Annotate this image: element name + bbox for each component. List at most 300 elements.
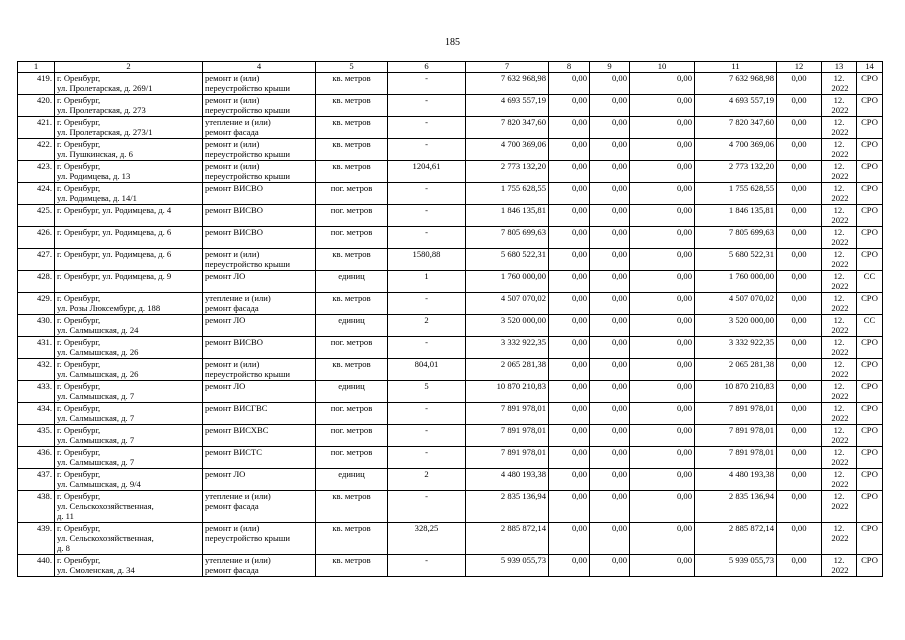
unit-cell: пог. метров: [316, 205, 388, 227]
owner-funds-cell: 2 065 281,38: [695, 359, 777, 381]
federal-funds-cell: 0,00: [549, 293, 590, 315]
completion-month: 12.: [833, 95, 845, 105]
table-row: [18, 183, 883, 205]
column-number-row: [18, 62, 883, 73]
funding-source-cell: СРО: [857, 205, 883, 227]
local-funds-cell: 0,00: [630, 73, 695, 95]
work-type-cell: утепление и (или) ремонт фасада: [203, 555, 316, 577]
work-type-cell: ремонт и (или) переустройство крыши: [203, 139, 316, 161]
row-number-cell: 433.: [18, 381, 55, 403]
owner-funds-cell: 3 520 000,00: [695, 315, 777, 337]
completion-month: 12.: [833, 227, 845, 237]
address-cell: г. Оренбург, ул. Розы Люксембург, д. 188: [55, 293, 203, 315]
regional-funds-cell: 0,00: [590, 523, 630, 555]
completion-date-cell: [822, 555, 857, 577]
completion-year: 2022: [831, 479, 849, 489]
funding-source-cell: СРО: [857, 523, 883, 555]
column-number-header: 1: [18, 62, 55, 73]
table-row: [18, 491, 883, 523]
completion-month: 12.: [833, 491, 845, 501]
completion-month: 12.: [833, 337, 845, 347]
owner-funds-cell: 7 805 699,63: [695, 227, 777, 249]
row-number-cell: 429.: [18, 293, 55, 315]
table-row: [18, 315, 883, 337]
funding-source-cell: СРО: [857, 555, 883, 577]
owner-funds-cell: 7 891 978,01: [695, 425, 777, 447]
completion-year: 2022: [831, 215, 849, 225]
unit-cell: кв. метров: [316, 359, 388, 381]
row-number-cell: 437.: [18, 469, 55, 491]
funding-source-cell: СРО: [857, 227, 883, 249]
table-row: [18, 117, 883, 139]
table-body: [18, 73, 883, 577]
work-type-cell: ремонт ВИСТС: [203, 447, 316, 469]
work-type-cell: утепление и (или) ремонт фасада: [203, 293, 316, 315]
other-funds-cell: 0,00: [777, 315, 822, 337]
row-number-cell: 419.: [18, 73, 55, 95]
work-type-cell: ремонт ВИСВО: [203, 205, 316, 227]
owner-funds-cell: 5 939 055,73: [695, 555, 777, 577]
table-row: [18, 73, 883, 95]
regional-funds-cell: 0,00: [590, 469, 630, 491]
table-row: [18, 139, 883, 161]
federal-funds-cell: 0,00: [549, 271, 590, 293]
completion-month: 12.: [833, 359, 845, 369]
table-row: [18, 447, 883, 469]
row-number-cell: 431.: [18, 337, 55, 359]
completion-month: 12.: [833, 183, 845, 193]
completion-year: 2022: [831, 303, 849, 313]
owner-funds-cell: 4 693 557,19: [695, 95, 777, 117]
column-number-header: 4: [203, 62, 316, 73]
regional-funds-cell: 0,00: [590, 293, 630, 315]
owner-funds-cell: 2 835 136,94: [695, 491, 777, 523]
other-funds-cell: 0,00: [777, 403, 822, 425]
total-cost-cell: 1 755 628,55: [466, 183, 549, 205]
completion-month: 12.: [833, 555, 845, 565]
address-cell: г. Оренбург, ул. Родимцева, д. 6: [55, 249, 203, 271]
owner-funds-cell: 2 773 132,20: [695, 161, 777, 183]
column-number-header: 6: [388, 62, 466, 73]
address-cell: г. Оренбург, ул. Пушкинская, д. 6: [55, 139, 203, 161]
federal-funds-cell: 0,00: [549, 337, 590, 359]
work-type-cell: ремонт и (или) переустройство крыши: [203, 359, 316, 381]
quantity-cell: 2: [388, 469, 466, 491]
total-cost-cell: 2 773 132,20: [466, 161, 549, 183]
quantity-cell: -: [388, 205, 466, 227]
column-number-header: 13: [822, 62, 857, 73]
total-cost-cell: 2 885 872,14: [466, 523, 549, 555]
work-type-cell: ремонт и (или) переустройство крыши: [203, 523, 316, 555]
completion-year: 2022: [831, 501, 849, 511]
page-number: 185: [445, 37, 460, 48]
total-cost-cell: 5 680 522,31: [466, 249, 549, 271]
funding-source-cell: СРО: [857, 161, 883, 183]
total-cost-cell: 2 835 136,94: [466, 491, 549, 523]
quantity-cell: -: [388, 183, 466, 205]
row-number-cell: 428.: [18, 271, 55, 293]
completion-month: 12.: [833, 117, 845, 127]
completion-date-cell: [822, 315, 857, 337]
total-cost-cell: 1 760 000,00: [466, 271, 549, 293]
completion-year: 2022: [831, 127, 849, 137]
funding-source-cell: СРО: [857, 447, 883, 469]
work-type-cell: утепление и (или) ремонт фасада: [203, 117, 316, 139]
address-cell: г. Оренбург, ул. Сельскохозяйственная, д. 11: [55, 491, 203, 523]
completion-month: 12.: [833, 161, 845, 171]
federal-funds-cell: 0,00: [549, 381, 590, 403]
other-funds-cell: 0,00: [777, 117, 822, 139]
completion-date-cell: [822, 249, 857, 271]
completion-year: 2022: [831, 259, 849, 269]
completion-month: 12.: [833, 249, 845, 259]
local-funds-cell: 0,00: [630, 523, 695, 555]
regional-funds-cell: 0,00: [590, 337, 630, 359]
unit-cell: единиц: [316, 271, 388, 293]
completion-year: 2022: [831, 105, 849, 115]
other-funds-cell: 0,00: [777, 95, 822, 117]
completion-date-cell: [822, 95, 857, 117]
quantity-cell: -: [388, 555, 466, 577]
local-funds-cell: 0,00: [630, 293, 695, 315]
unit-cell: кв. метров: [316, 523, 388, 555]
address-cell: г. Оренбург, ул. Салмышская, д. 26: [55, 337, 203, 359]
completion-date-cell: [822, 73, 857, 95]
owner-funds-cell: 5 680 522,31: [695, 249, 777, 271]
owner-funds-cell: 7 891 978,01: [695, 403, 777, 425]
local-funds-cell: 0,00: [630, 227, 695, 249]
federal-funds-cell: 0,00: [549, 227, 590, 249]
total-cost-cell: 7 891 978,01: [466, 403, 549, 425]
row-number-cell: 427.: [18, 249, 55, 271]
regional-funds-cell: 0,00: [590, 139, 630, 161]
federal-funds-cell: 0,00: [549, 403, 590, 425]
column-number-header: 2: [55, 62, 203, 73]
column-number-header: 9: [590, 62, 630, 73]
quantity-cell: -: [388, 117, 466, 139]
federal-funds-cell: 0,00: [549, 555, 590, 577]
local-funds-cell: 0,00: [630, 271, 695, 293]
work-type-cell: ремонт ВИСВО: [203, 337, 316, 359]
regional-funds-cell: 0,00: [590, 491, 630, 523]
local-funds-cell: 0,00: [630, 555, 695, 577]
funding-source-cell: СС: [857, 315, 883, 337]
local-funds-cell: 0,00: [630, 491, 695, 523]
federal-funds-cell: 0,00: [549, 447, 590, 469]
completion-date-cell: [822, 161, 857, 183]
local-funds-cell: 0,00: [630, 95, 695, 117]
work-type-cell: ремонт и (или) переустройство крыши: [203, 95, 316, 117]
table-row: [18, 95, 883, 117]
federal-funds-cell: 0,00: [549, 117, 590, 139]
federal-funds-cell: 0,00: [549, 183, 590, 205]
row-number-cell: 422.: [18, 139, 55, 161]
funding-source-cell: СРО: [857, 249, 883, 271]
local-funds-cell: 0,00: [630, 183, 695, 205]
other-funds-cell: 0,00: [777, 425, 822, 447]
work-type-cell: ремонт ВИСВО: [203, 227, 316, 249]
column-number-header: 12: [777, 62, 822, 73]
unit-cell: пог. метров: [316, 227, 388, 249]
funding-source-cell: СРО: [857, 491, 883, 523]
local-funds-cell: 0,00: [630, 161, 695, 183]
address-cell: г. Оренбург, ул. Салмышская, д. 7: [55, 425, 203, 447]
funding-source-cell: СРО: [857, 183, 883, 205]
completion-year: 2022: [831, 347, 849, 357]
federal-funds-cell: 0,00: [549, 425, 590, 447]
address-cell: г. Оренбург, ул. Салмышская, д. 24: [55, 315, 203, 337]
work-type-cell: ремонт ВИСГВС: [203, 403, 316, 425]
owner-funds-cell: 7 820 347,60: [695, 117, 777, 139]
completion-year: 2022: [831, 435, 849, 445]
row-number-cell: 432.: [18, 359, 55, 381]
completion-month: 12.: [833, 139, 845, 149]
federal-funds-cell: 0,00: [549, 315, 590, 337]
work-type-cell: ремонт и (или) переустройство крыши: [203, 249, 316, 271]
other-funds-cell: 0,00: [777, 469, 822, 491]
other-funds-cell: 0,00: [777, 491, 822, 523]
federal-funds-cell: 0,00: [549, 205, 590, 227]
completion-year: 2022: [831, 171, 849, 181]
other-funds-cell: 0,00: [777, 271, 822, 293]
completion-year: 2022: [831, 565, 849, 575]
quantity-cell: -: [388, 403, 466, 425]
quantity-cell: -: [388, 293, 466, 315]
completion-year: 2022: [831, 281, 849, 291]
row-number-cell: 430.: [18, 315, 55, 337]
address-cell: г. Оренбург, ул. Родимцева, д. 6: [55, 227, 203, 249]
owner-funds-cell: 7 891 978,01: [695, 447, 777, 469]
other-funds-cell: 0,00: [777, 183, 822, 205]
work-type-cell: ремонт и (или) переустройство крыши: [203, 161, 316, 183]
completion-date-cell: [822, 183, 857, 205]
other-funds-cell: 0,00: [777, 381, 822, 403]
quantity-cell: -: [388, 447, 466, 469]
completion-date-cell: [822, 139, 857, 161]
completion-date-cell: [822, 469, 857, 491]
other-funds-cell: 0,00: [777, 205, 822, 227]
completion-date-cell: [822, 227, 857, 249]
total-cost-cell: 4 507 070,02: [466, 293, 549, 315]
unit-cell: кв. метров: [316, 117, 388, 139]
quantity-cell: 1: [388, 271, 466, 293]
address-cell: г. Оренбург, ул. Салмышская, д. 9/4: [55, 469, 203, 491]
regional-funds-cell: 0,00: [590, 117, 630, 139]
regional-funds-cell: 0,00: [590, 359, 630, 381]
completion-month: 12.: [833, 73, 845, 83]
funding-source-cell: СРО: [857, 95, 883, 117]
table-row: [18, 271, 883, 293]
completion-date-cell: [822, 205, 857, 227]
quantity-cell: -: [388, 139, 466, 161]
completion-year: 2022: [831, 83, 849, 93]
funding-source-cell: СРО: [857, 403, 883, 425]
column-number-header: 5: [316, 62, 388, 73]
completion-year: 2022: [831, 369, 849, 379]
owner-funds-cell: 4 700 369,06: [695, 139, 777, 161]
work-type-cell: ремонт ЛО: [203, 469, 316, 491]
regional-funds-cell: 0,00: [590, 381, 630, 403]
address-cell: г. Оренбург, ул. Родимцева, д. 14/1: [55, 183, 203, 205]
address-cell: г. Оренбург, ул. Пролетарская, д. 273/1: [55, 117, 203, 139]
completion-date-cell: [822, 381, 857, 403]
address-cell: г. Оренбург, ул. Салмышская, д. 7: [55, 447, 203, 469]
column-number-header: 10: [630, 62, 695, 73]
other-funds-cell: 0,00: [777, 249, 822, 271]
row-number-cell: 424.: [18, 183, 55, 205]
work-type-cell: ремонт ВИСХВС: [203, 425, 316, 447]
owner-funds-cell: 3 332 922,35: [695, 337, 777, 359]
completion-year: 2022: [831, 325, 849, 335]
completion-month: 12.: [833, 315, 845, 325]
regional-funds-cell: 0,00: [590, 205, 630, 227]
completion-year: 2022: [831, 237, 849, 247]
unit-cell: единиц: [316, 381, 388, 403]
completion-date-cell: [822, 447, 857, 469]
owner-funds-cell: 1 760 000,00: [695, 271, 777, 293]
table-row: [18, 161, 883, 183]
work-type-cell: ремонт ВИСВО: [203, 183, 316, 205]
local-funds-cell: 0,00: [630, 117, 695, 139]
local-funds-cell: 0,00: [630, 249, 695, 271]
unit-cell: единиц: [316, 315, 388, 337]
total-cost-cell: 10 870 210,83: [466, 381, 549, 403]
quantity-cell: 5: [388, 381, 466, 403]
work-type-cell: ремонт ЛО: [203, 381, 316, 403]
local-funds-cell: 0,00: [630, 403, 695, 425]
owner-funds-cell: 1 846 135,81: [695, 205, 777, 227]
regional-funds-cell: 0,00: [590, 403, 630, 425]
regional-funds-cell: 0,00: [590, 555, 630, 577]
local-funds-cell: 0,00: [630, 447, 695, 469]
address-cell: г. Оренбург, ул. Салмышская, д. 7: [55, 381, 203, 403]
table-row: [18, 205, 883, 227]
table-row: [18, 425, 883, 447]
funding-source-cell: СРО: [857, 139, 883, 161]
repair-program-table: [17, 61, 883, 577]
work-type-cell: ремонт ЛО: [203, 315, 316, 337]
quantity-cell: 1580,88: [388, 249, 466, 271]
completion-month: 12.: [833, 425, 845, 435]
total-cost-cell: 1 846 135,81: [466, 205, 549, 227]
completion-date-cell: [822, 425, 857, 447]
address-cell: г. Оренбург, ул. Родимцева, д. 4: [55, 205, 203, 227]
regional-funds-cell: 0,00: [590, 95, 630, 117]
total-cost-cell: 4 480 193,38: [466, 469, 549, 491]
unit-cell: кв. метров: [316, 491, 388, 523]
row-number-cell: 436.: [18, 447, 55, 469]
federal-funds-cell: 0,00: [549, 491, 590, 523]
row-number-cell: 425.: [18, 205, 55, 227]
federal-funds-cell: 0,00: [549, 523, 590, 555]
completion-year: 2022: [831, 457, 849, 467]
quantity-cell: 2: [388, 315, 466, 337]
quantity-cell: -: [388, 337, 466, 359]
unit-cell: пог. метров: [316, 425, 388, 447]
completion-date-cell: [822, 293, 857, 315]
table-row: [18, 555, 883, 577]
federal-funds-cell: 0,00: [549, 95, 590, 117]
unit-cell: пог. метров: [316, 403, 388, 425]
address-cell: г. Оренбург, ул. Родимцева, д. 9: [55, 271, 203, 293]
row-number-cell: 438.: [18, 491, 55, 523]
unit-cell: пог. метров: [316, 337, 388, 359]
other-funds-cell: 0,00: [777, 73, 822, 95]
unit-cell: кв. метров: [316, 293, 388, 315]
quantity-cell: 1204,61: [388, 161, 466, 183]
other-funds-cell: 0,00: [777, 139, 822, 161]
regional-funds-cell: 0,00: [590, 73, 630, 95]
total-cost-cell: 3 520 000,00: [466, 315, 549, 337]
unit-cell: кв. метров: [316, 139, 388, 161]
table-row: [18, 293, 883, 315]
column-number-header: 8: [549, 62, 590, 73]
total-cost-cell: 7 891 978,01: [466, 447, 549, 469]
funding-source-cell: СС: [857, 271, 883, 293]
quantity-cell: -: [388, 425, 466, 447]
address-cell: г. Оренбург, ул. Салмышская, д. 7: [55, 403, 203, 425]
table-row: [18, 403, 883, 425]
row-number-cell: 420.: [18, 95, 55, 117]
total-cost-cell: 5 939 055,73: [466, 555, 549, 577]
owner-funds-cell: 2 885 872,14: [695, 523, 777, 555]
local-funds-cell: 0,00: [630, 315, 695, 337]
quantity-cell: -: [388, 227, 466, 249]
other-funds-cell: 0,00: [777, 293, 822, 315]
completion-date-cell: [822, 403, 857, 425]
completion-month: 12.: [833, 293, 845, 303]
table-row: [18, 359, 883, 381]
unit-cell: кв. метров: [316, 249, 388, 271]
row-number-cell: 440.: [18, 555, 55, 577]
completion-year: 2022: [831, 193, 849, 203]
local-funds-cell: 0,00: [630, 359, 695, 381]
row-number-cell: 435.: [18, 425, 55, 447]
unit-cell: кв. метров: [316, 555, 388, 577]
completion-date-cell: [822, 491, 857, 523]
owner-funds-cell: 1 755 628,55: [695, 183, 777, 205]
federal-funds-cell: 0,00: [549, 249, 590, 271]
federal-funds-cell: 0,00: [549, 161, 590, 183]
table-row: [18, 381, 883, 403]
local-funds-cell: 0,00: [630, 205, 695, 227]
regional-funds-cell: 0,00: [590, 249, 630, 271]
address-cell: г. Оренбург, ул. Сельскохозяйственная, д. 8: [55, 523, 203, 555]
other-funds-cell: 0,00: [777, 359, 822, 381]
address-cell: г. Оренбург, ул. Смоленская, д. 34: [55, 555, 203, 577]
completion-month: 12.: [833, 447, 845, 457]
work-type-cell: утепление и (или) ремонт фасада: [203, 491, 316, 523]
address-cell: г. Оренбург, ул. Пролетарская, д. 273: [55, 95, 203, 117]
federal-funds-cell: 0,00: [549, 73, 590, 95]
table-row: [18, 249, 883, 271]
work-type-cell: ремонт ЛО: [203, 271, 316, 293]
other-funds-cell: 0,00: [777, 523, 822, 555]
row-number-cell: 423.: [18, 161, 55, 183]
federal-funds-cell: 0,00: [549, 359, 590, 381]
completion-year: 2022: [831, 391, 849, 401]
quantity-cell: -: [388, 95, 466, 117]
table-row: [18, 523, 883, 555]
completion-year: 2022: [831, 149, 849, 159]
completion-year: 2022: [831, 413, 849, 423]
regional-funds-cell: 0,00: [590, 425, 630, 447]
completion-date-cell: [822, 117, 857, 139]
unit-cell: кв. метров: [316, 161, 388, 183]
other-funds-cell: 0,00: [777, 447, 822, 469]
quantity-cell: 328,25: [388, 523, 466, 555]
total-cost-cell: 7 632 968,98: [466, 73, 549, 95]
